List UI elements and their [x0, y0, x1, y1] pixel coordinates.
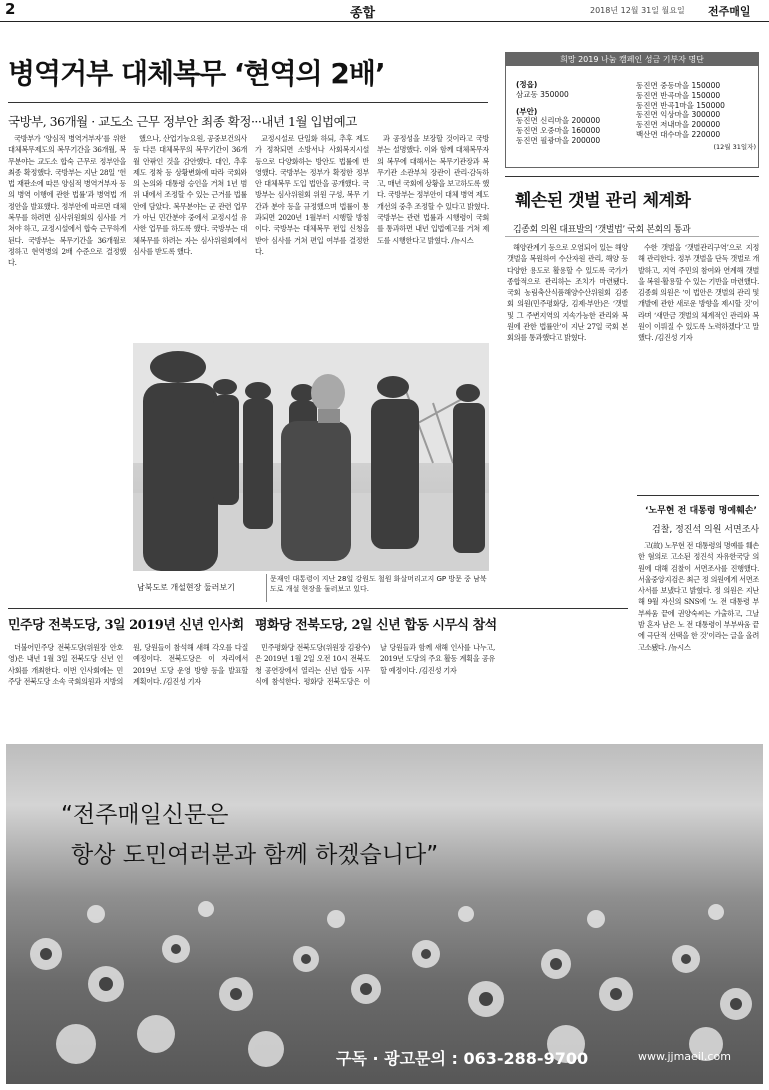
ad-slogan-line-1: “전주매일신문은 — [61, 802, 229, 828]
photo-caption-title: 남북도로 개설현장 둘러보기 — [133, 574, 267, 602]
row-divider — [8, 608, 628, 609]
main-subhead: 국방부, 36개월 · 교도소 근무 정부안 최종 확정···내년 1월 입법예고 — [8, 114, 357, 129]
tideland-divider-top — [505, 176, 759, 177]
donor-entry: 동진면 오중마을 160000 — [516, 126, 601, 136]
ad-website: www.jjmaeil.com — [638, 1050, 731, 1063]
main-column-2: 했으나, 산업기능요원, 공중보건의사 등 다른 대체복무의 복무기간이 36개월 안팎인 것을 감안했다. 대인, 추후 제도 정착 등 상황변화에 따라 국회와의 논의와 대통령 승인을 거쳐 1년 범위 내에서 조정할 수 있는 근거를 법률안에 담았다. 복무분야는 군 관련 업무가 아닌 민간분야 중에서 교정시설 유사한 업무를 하도록 했다. 국방부는 대체복무를 하려는 자는 심사위원회에서 심사를 받도록 했다. — [133, 134, 247, 256]
donor-list-title: 희망 2019 나눔 캠페인 성금 기부자 명단 — [506, 53, 758, 66]
peace-party-headline: 평화당 전북도당, 2일 신년 합동 시무식 참석 — [255, 618, 497, 633]
tideland-subhead: 김종회 의원 대표발의 ‘갯벌법’ 국회 본회의 통과 — [513, 225, 691, 235]
main-column-1: 국방부가 ‘양심적 병역거부자’를 위한 대체복무제도의 복무기간을 36개월, 복무분야는 교도소 합숙 근무로 정부안을 최종 확정했다. 국방부는 지난 28일 ‘헌법 재판소에 따른 양심적 병역거부자 등의 병역 이행에 관한 법률’과 병역법 개정안을 발표했다. 정부안에 따르면 대체복무를 하려면 심사위원회의 심사를 거쳐야 하고, 교정시설에서 합숙 근무하게 된다. 국방부는 복무기간을 36개월로 정하고 현역병의 2배 수준으로 결정했다. — [8, 134, 126, 268]
tideland-column-2: 수한 갯벌을 ‘갯벌관리구역’으로 지정해 관리한다. 정부 갯벌을 단독 갯벌로 개발하고, 지역 주민의 참여와 연계해 갯벌을 복원·활용할 수 있는 기반을 마련했다. 김종회 의원은 ‘이 법안은 갯벌의 관리 및 개발에 관한 새로운 방향을 제시할 것’이라며 ‘새만금 갯벌의 체계적인 관리와 복원이 이뤄질 수 있도록 노력하겠다’고 말했다. /김진성 기자 — [638, 243, 759, 343]
donor-list-left — [516, 80, 634, 146]
headline-divider — [8, 102, 488, 103]
section-title: 종합 — [350, 6, 376, 21]
news-photo — [133, 343, 489, 571]
donor-entry: 동진면 반곡1마을 150000 — [636, 100, 725, 110]
donor-list-date: (12월 31일자) — [713, 142, 756, 151]
donor-entry: 동진면 신리마을 200000 — [516, 116, 601, 126]
donor-entry: 동진면 반곡마을 150000 — [636, 90, 721, 100]
page-header — [0, 0, 769, 22]
tideland-column-1: 해양관계기 등으로 오염되어 있는 해양 갯벌을 복원하여 수산자원 관리, 해양 등 다양한 용도로 활용할 수 있도록 국가가 종합적으로 관리하는 조치가 마련됐다. 국회 농림축산식품해양수산위원회 김종회 의원(민주평화당, 김제·부안)은 ‘갯벌 및 그 주변지역의 지속가능한 관리와 복원에 관한 법률안’이 지난 27일 국회 본회의를 통과했다고 밝혔다. — [507, 243, 628, 343]
soldiers-photo-illustration — [133, 343, 489, 571]
newspaper-advertisement — [6, 744, 763, 1084]
donor-entry: 삼교동 350000 — [516, 89, 569, 99]
donor-entry: 백산면 대수마을 220000 — [636, 129, 721, 139]
page-number: 2 — [5, 0, 16, 18]
tideland-divider — [505, 236, 759, 237]
region-label: (부안) — [516, 106, 538, 116]
donor-entry: 동진면 중동마을 150000 — [636, 81, 721, 90]
sunflower-field-icon — [6, 744, 763, 1084]
defamation-body: 고(故) 노무현 전 대통령의 명예를 훼손한 혐의로 고소된 정진석 자유한국당 의원에 대해 검찰이 서면조사를 진행했다. 서울중앙지검은 최근 정 의원에게 서면조사서를 보냈다고 밝혔다. 정 의원은 지난해 9월 자신의 SNS에 ‘노 전 대통령 부부싸움 끝에 권양숙씨는 가출하고, 그날 밤 혼자 남은 노 전 대통령이 부부싸움 끝에 극단적 선택을 한 것’이라는 글을 올려 고소됐다. /뉴시스 — [638, 541, 759, 652]
donor-list-right — [636, 81, 756, 153]
defamation-headline: ‘노무현 전 대통령 명예훼손’ — [645, 506, 757, 516]
tideland-headline: 훼손된 갯벌 관리 체계화 — [515, 191, 691, 211]
photo-caption: 문재인 대통령이 지난 28일 강원도 철원 화살머리고지 GP 방문 중 남북도로 개설 현장을 둘러보고 있다. — [270, 575, 487, 593]
mourn-divider — [637, 495, 759, 496]
newspaper-name: 전주매일 — [708, 5, 751, 18]
main-headline: 병역거부 대체복무 ‘현역의 2배’ — [8, 57, 385, 90]
donor-list-box — [505, 52, 759, 168]
main-column-4: 과 공정성을 보장할 것이라고 국방부는 설명했다. 이와 함께 대체복무자의 복무에 대해서는 복무기관장과 복무기관 소관부처 장관이 관리·감독하고, 매년 국회에 상황을 보고하도록 했다. 국방부는 정부안이 대체 병역 제도 개선의 중추 조정할 수 있다고 밝혔다. 국방부는 관련 법률과 시행령이 국회를 통과하면 내년 입법예고를 거쳐 제도를 시행한다고 밝혔다. /뉴시스 — [377, 134, 489, 245]
donor-entry: 동진면 익상마을 300000 — [636, 110, 721, 120]
ad-contact: 구독 · 광고문의 : 063-288-9700 — [336, 1049, 589, 1068]
defamation-subhead: 검찰, 정진석 의원 서면조사 — [652, 525, 760, 535]
democratic-party-body: 더불어민주당 전북도당(위원장 안호영)은 내년 1월 3일 전북도당 신년 인사회를 개최한다. 이번 인사회에는 민주당 전북도당 소속 국회의원과 지방의원, 당원들이 참석해 새해 각오를 다질 예정이다. 전북도당은 이 자리에서 2019년 도당 운영 방향 등을 발표할 계획이다. /김진성 기자 — [8, 643, 248, 686]
main-column-3: 교정시설로 단일화 하되, 추후 제도가 정착되면 소방서나 사회복지시설 등으로 다양화하는 방안도 법률에 반영했다. 국방부는 정부가 확정한 정부안 대체복무 도입 법안을 공개했다. 국방부는 심사위원회 위원 구성, 복무 기간과 분야 등을 규정했으며 법률이 통과되면 2020년 1월부터 시행할 방침이다. 국방부는 대체복무 편입 신청을 받아 심사를 거쳐 편입 여부를 결정한다. — [255, 134, 369, 256]
region-label: (정읍) — [516, 80, 538, 89]
peace-party-body: 민주평화당 전북도당(위원장 김광수)은 2019년 1월 2일 오전 10시 전북도청 공연장에서 열리는 신년 합동 시무식에 참석한다. 평화당 전북도당은 이날 당원들과 함께 새해 인사를 나누고, 2019년 도당의 주요 활동 계획을 공유할 예정이다. /김진성 기자 — [255, 643, 495, 686]
democratic-party-headline: 민주당 전북도당, 3일 2019년 신년 인사회 — [8, 618, 244, 633]
ad-slogan-line-2: 항상 도민여러분과 함께 하겠습니다” — [71, 842, 439, 868]
issue-date: 2018년 12월 31일 월요일 — [590, 6, 685, 15]
donor-entry: 동진면 저내마을 200000 — [636, 120, 721, 130]
donor-entry: 동진면 필광마을 200000 — [516, 135, 601, 145]
